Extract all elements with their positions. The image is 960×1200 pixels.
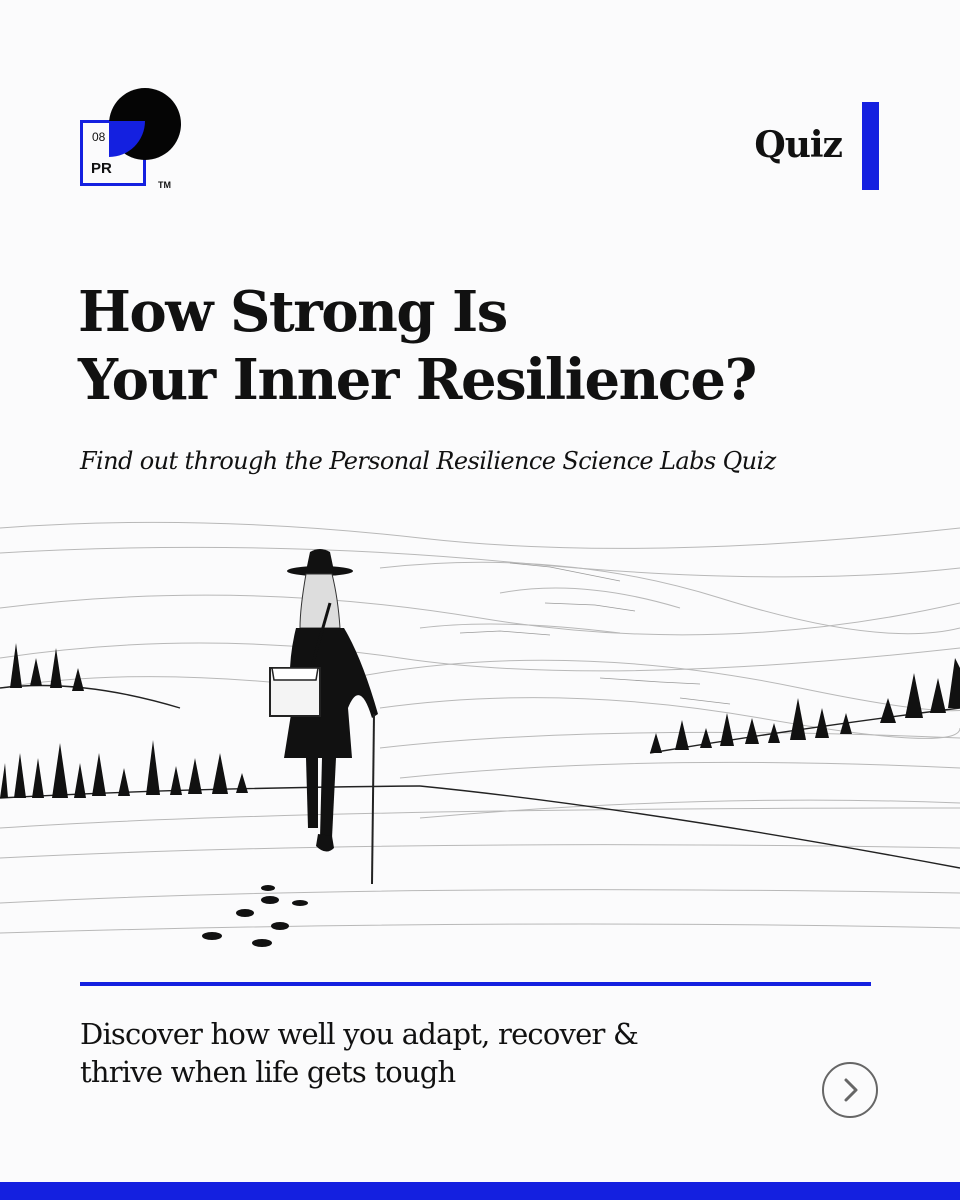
trademark-mark: TM [158,180,171,190]
tagline-line-1: Discover how well you adapt, recover & [80,1017,638,1051]
title-line-1: How Strong Is [78,279,507,345]
quiz-label: Quiz [754,124,842,166]
logo-number: 08 [92,130,106,144]
page-title [78,278,756,414]
bottom-accent-bar [0,1182,960,1200]
brand-logo [78,86,188,196]
tagline [80,1015,720,1091]
tagline-line-2: thrive when life gets tough [80,1055,456,1089]
next-button[interactable] [822,1062,878,1118]
title-line-2: Your Inner Resilience? [78,347,756,413]
section-divider [80,982,871,986]
chevron-right-icon [824,1064,876,1116]
accent-bar [862,102,879,190]
logo-initials: PR [91,160,112,177]
hiker-illustration [0,508,960,958]
page-subtitle: Find out through the Personal Resilience Science Labs Quiz [80,447,776,475]
